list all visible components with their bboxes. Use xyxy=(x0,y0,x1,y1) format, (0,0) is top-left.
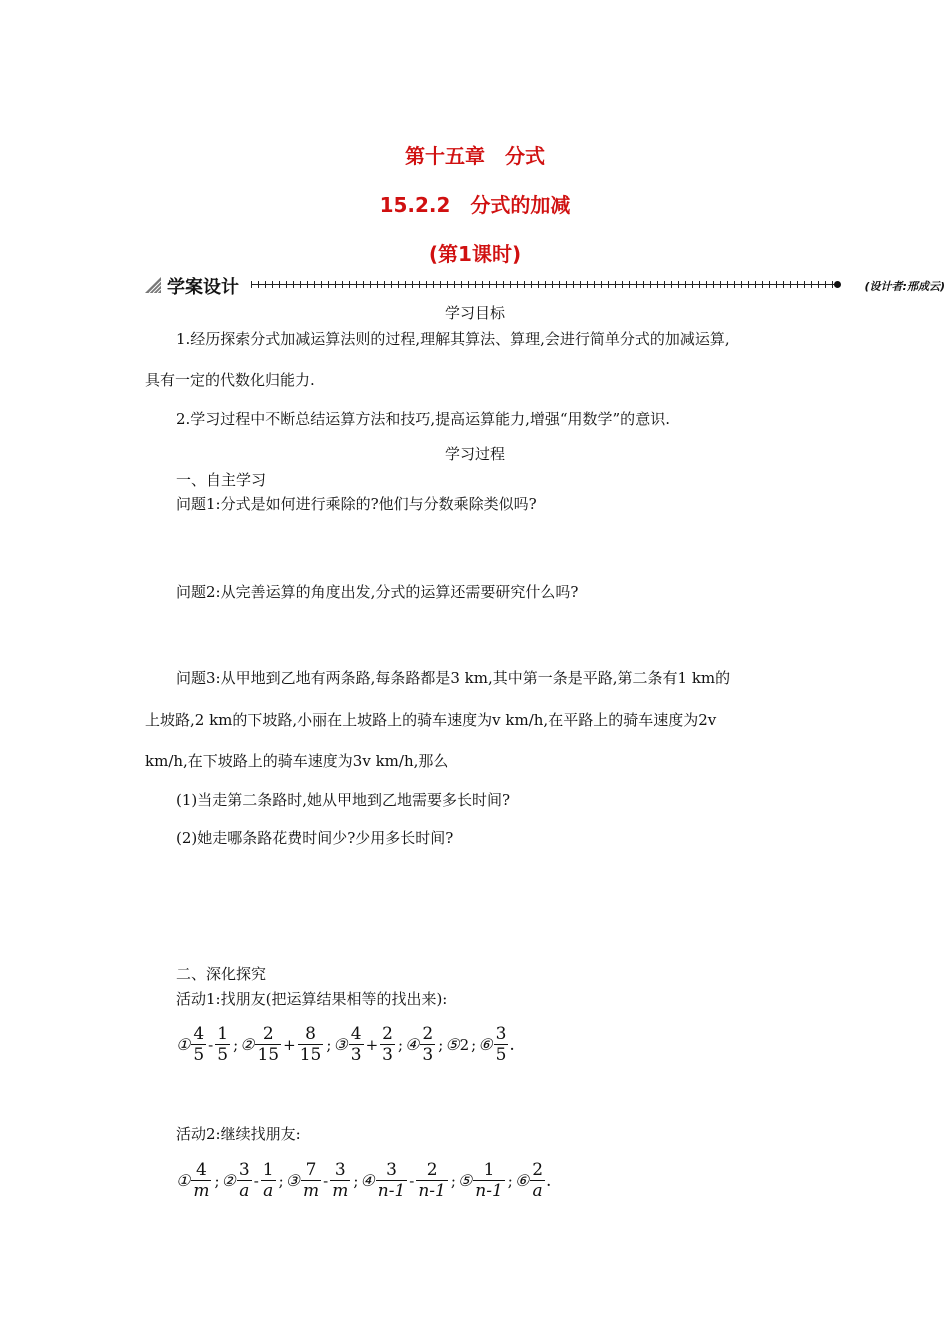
separator: ; xyxy=(450,1171,456,1190)
fraction: $\frac{3}{n-1}$ xyxy=(377,1160,406,1201)
fraction: $\frac{4}{3}$ xyxy=(350,1024,362,1065)
operator: - xyxy=(208,1035,214,1054)
marker-3: ③ xyxy=(285,1171,301,1190)
fraction: $\frac{4}{5}$ xyxy=(193,1024,205,1065)
separator: ; xyxy=(471,1035,477,1054)
operator: + xyxy=(365,1035,379,1054)
operator: + xyxy=(283,1035,296,1054)
design-banner xyxy=(145,273,945,297)
separator: ; xyxy=(507,1171,513,1190)
chapter-title: 第十五章 分式 xyxy=(405,144,545,168)
fraction: $\frac{2}{3}$ xyxy=(422,1024,434,1065)
marker-5: ⑤ xyxy=(457,1171,473,1190)
section-title: 15.2.2 分式的加减 xyxy=(379,193,571,217)
fraction: $\frac{3}{5}$ xyxy=(495,1024,507,1065)
question-3-line3: km/h,在下坡路上的骑车速度为3v km/h,那么 xyxy=(145,752,449,770)
fraction: $\frac{2}{3}$ xyxy=(382,1024,393,1065)
fraction: $\frac{3}{a}$ xyxy=(238,1160,250,1201)
objective-2: 2.学习过程中不断总结运算方法和技巧,提高运算能力,增强“用数学”的意识. xyxy=(176,410,670,428)
activity-1-heading: 活动1:找朋友(把运算结果相等的找出来): xyxy=(176,990,448,1008)
activity-2-heading: 活动2:继续找朋友: xyxy=(176,1125,301,1143)
separator: ; xyxy=(353,1171,359,1190)
fraction: $\frac{2}{n-1}$ xyxy=(418,1160,446,1201)
fraction: $\frac{3}{m}$ xyxy=(332,1160,349,1201)
operator: - xyxy=(323,1171,329,1190)
fraction: $\frac{1}{n-1}$ xyxy=(475,1160,503,1201)
marker-1: ① xyxy=(176,1035,191,1054)
separator: ; xyxy=(438,1035,444,1054)
question-3-line1: 问题3:从甲地到乙地有两条路,每条路都是3 km,其中第一条是平路,第二条有1 km的 xyxy=(176,669,731,687)
marker-3: ③ xyxy=(333,1035,348,1054)
separator: ; xyxy=(397,1035,404,1054)
objectives-heading: 学习目标 xyxy=(444,304,505,322)
marker-5: ⑤ xyxy=(445,1035,460,1054)
fraction: $\frac{8}{15}$ xyxy=(299,1024,322,1065)
part2-heading: 二、深化探究 xyxy=(176,965,267,983)
question-3-line2: 上坡路,2 km的下坡路,小丽在上坡路上的骑车速度为v km/h,在平路上的骑车速度为2v xyxy=(145,711,717,729)
objective-1-line1: 1.经历探索分式加减运算法则的过程,理解其算法、算理,会进行简单分式的加减运算, xyxy=(176,330,730,348)
stripe-triangle-icon xyxy=(145,277,165,293)
question-3-sub1: (1)当走第二条路时,她从甲地到乙地需要多长时间? xyxy=(176,791,511,809)
operator: - xyxy=(253,1171,259,1190)
fraction: $\frac{4}{m}$ xyxy=(193,1160,210,1201)
marker-6: ⑥ xyxy=(514,1171,530,1190)
marker-2: ② xyxy=(240,1035,255,1054)
fraction: $\frac{2}{15}$ xyxy=(257,1024,280,1065)
separator: ; xyxy=(326,1035,332,1054)
marker-1: ① xyxy=(176,1171,191,1190)
question-3-sub2: (2)她走哪条路花费时间少?少用多长时间? xyxy=(176,829,454,847)
fraction: $\frac{1}{a}$ xyxy=(262,1160,274,1201)
activity-1-expressions xyxy=(176,1024,515,1065)
fraction: $\frac{7}{m}$ xyxy=(303,1160,320,1201)
fraction: $\frac{2}{a}$ xyxy=(532,1160,544,1201)
objective-1-line2: 具有一定的代数化归能力. xyxy=(145,371,315,389)
banner-ticks xyxy=(251,281,835,288)
question-1: 问题1:分式是如何进行乘除的?他们与分数乘除类似吗? xyxy=(176,495,537,513)
marker-4: ④ xyxy=(360,1171,375,1190)
marker-4: ④ xyxy=(405,1035,420,1054)
fraction: $\frac{1}{5}$ xyxy=(217,1024,229,1065)
lesson-title: (第1课时) xyxy=(428,242,522,266)
value-5: 2 xyxy=(459,1035,470,1054)
part1-heading: 一、自主学习 xyxy=(176,471,267,489)
separator: ; xyxy=(233,1035,239,1054)
marker-6: ⑥ xyxy=(478,1035,493,1054)
period: . xyxy=(546,1170,552,1191)
marker-2: ② xyxy=(221,1171,236,1190)
banner-label: 学案设计 xyxy=(167,277,239,298)
banner-designer: (设计者:邢成云) xyxy=(864,280,945,293)
separator: ; xyxy=(214,1171,220,1190)
operator: - xyxy=(409,1171,415,1190)
process-heading: 学习过程 xyxy=(444,445,505,463)
activity-2-expressions xyxy=(176,1160,551,1201)
period: . xyxy=(509,1034,515,1055)
question-2: 问题2:从完善运算的角度出发,分式的运算还需要研究什么吗? xyxy=(176,583,579,601)
banner-dot-icon xyxy=(834,281,841,288)
separator: ; xyxy=(278,1171,284,1190)
